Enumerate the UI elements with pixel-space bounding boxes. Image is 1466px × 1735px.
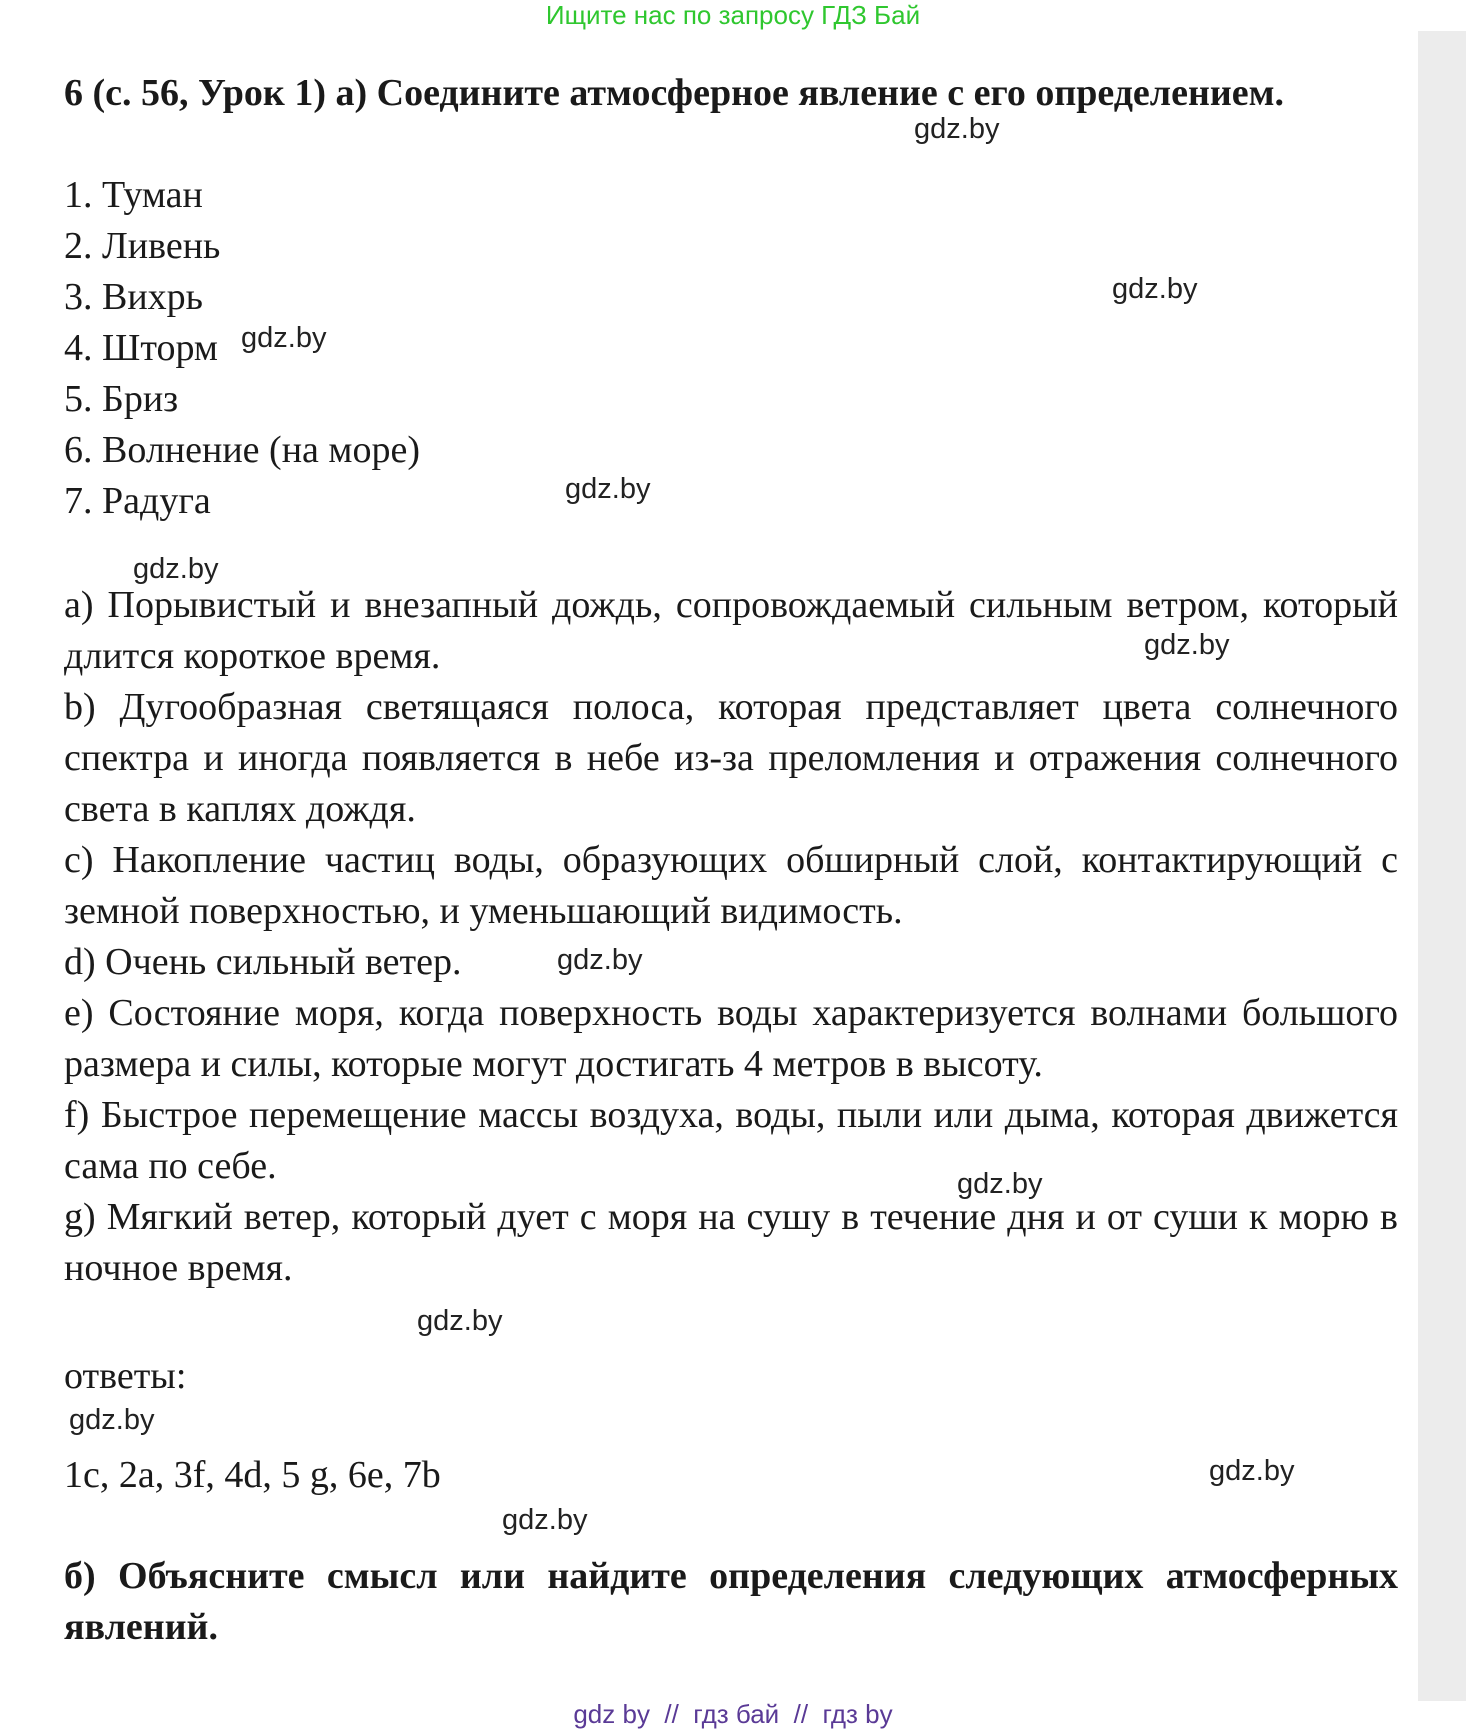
list-item: 4. Шторм xyxy=(64,327,218,369)
task-heading-b: б) Объясните смысл или найдите определения следующих атмосферных явлений. xyxy=(64,1555,1398,1648)
watermark: gdz.by xyxy=(133,553,219,585)
footer-links: gdz by // гдз бай // гдз by xyxy=(573,1699,893,1729)
list-item: 3. Вихрь xyxy=(64,276,204,318)
watermark: gdz.by xyxy=(565,473,651,505)
definition-g: g) Мягкий ветер, который дует с моря на сушу в течение дня и от суши к морю в ночное время. xyxy=(64,1196,1398,1289)
list-item: 2. Ливень xyxy=(64,225,221,267)
watermark: gdz.by xyxy=(557,944,643,976)
list-item: 7. Радуга xyxy=(64,480,211,522)
list-item: 5. Бриз xyxy=(64,378,179,420)
watermark: gdz.by xyxy=(914,113,1000,145)
answers-value: 1c, 2a, 3f, 4d, 5 g, 6e, 7b xyxy=(64,1454,441,1496)
right-margin-gutter xyxy=(1418,31,1466,1701)
watermark: gdz.by xyxy=(502,1504,588,1536)
watermark: gdz.by xyxy=(1144,629,1230,661)
watermark: gdz.by xyxy=(957,1168,1043,1200)
watermark: gdz.by xyxy=(241,322,327,354)
definition-f: f) Быстрое перемещение массы воздуха, воды, пыли или дыма, которая движется сама по себе. xyxy=(64,1094,1398,1187)
answers-label: ответы: xyxy=(64,1355,187,1397)
definition-e: e) Состояние моря, когда поверхность воды характеризуется волнами большого размера и силы, которые могут достигать 4 метров в высоту. xyxy=(64,992,1398,1085)
definition-c: c) Накопление частиц воды, образующих обширный слой, контактирующий с земной поверхностью, и уменьшающий видимость. xyxy=(64,839,1398,932)
definitions-list xyxy=(64,580,1398,1294)
definition-d: d) Очень сильный ветер. xyxy=(64,941,462,983)
watermark: gdz.by xyxy=(1209,1455,1295,1487)
definition-b: b) Дугообразная светящаяся полоса, которая представляет цвета солнечного спектра и иногда появляется в небе из-за преломления и отражения солнечного света в каплях дождя. xyxy=(64,686,1398,830)
watermark: gdz.by xyxy=(1112,273,1198,305)
watermark: gdz.by xyxy=(417,1305,503,1337)
watermark: gdz.by xyxy=(69,1404,155,1436)
definition-a: a) Порывистый и внезапный дождь, сопровождаемый сильным ветром, который длится короткое время. xyxy=(64,584,1398,677)
list-item: 1. Туман xyxy=(64,174,203,216)
list-item: 6. Волнение (на море) xyxy=(64,429,420,471)
task-heading: 6 (с. 56, Урок 1) а) Соедините атмосферное явление с его определением. xyxy=(64,72,1285,114)
top-banner: Ищите нас по запросу ГДЗ Бай xyxy=(545,0,921,30)
